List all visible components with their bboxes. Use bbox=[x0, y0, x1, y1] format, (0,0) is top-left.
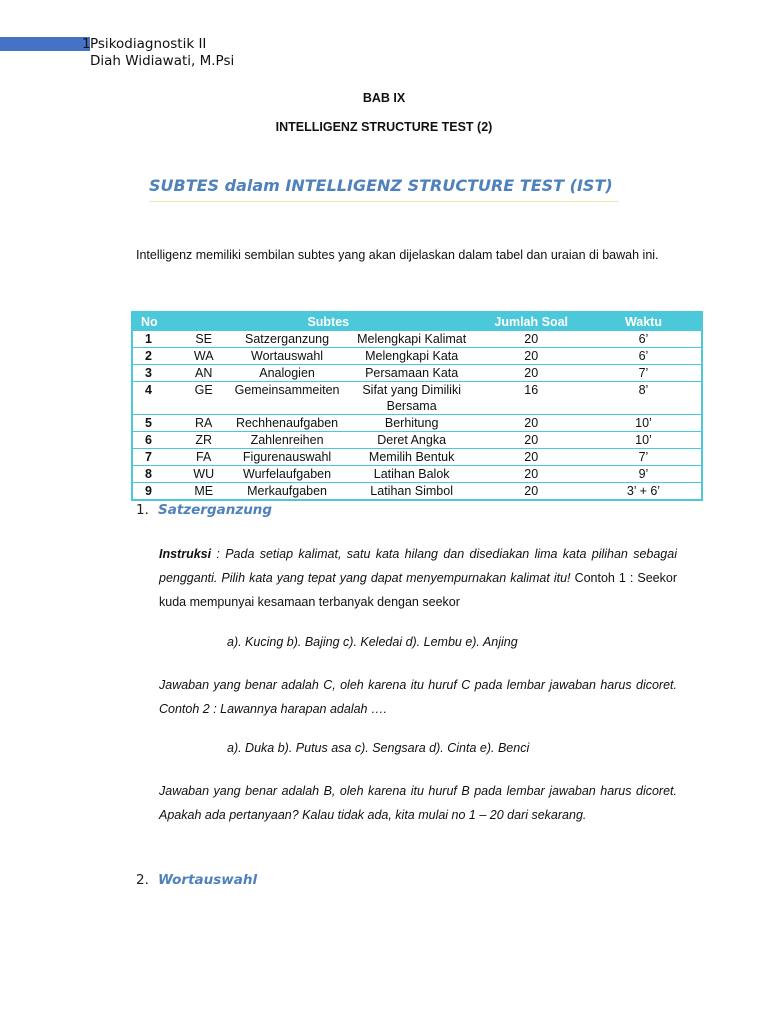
cell-jumlah-soal: 20 bbox=[476, 466, 585, 483]
table-row bbox=[132, 331, 702, 348]
cell-description: Melengkapi Kalimat bbox=[347, 331, 477, 348]
cell-jumlah-soal: 20 bbox=[476, 483, 585, 501]
subtest-number: 1. bbox=[136, 502, 149, 518]
course-name: Psikodiagnostik II bbox=[90, 36, 207, 52]
cell-no: 1 bbox=[132, 331, 180, 348]
table-row bbox=[132, 483, 702, 501]
cell-subtes: Analogien bbox=[227, 365, 347, 382]
table-row bbox=[132, 382, 702, 415]
cell-subtes: Gemeinsammeiten bbox=[227, 382, 347, 415]
cell-code: FA bbox=[180, 449, 227, 466]
page-number: 1 bbox=[82, 36, 91, 52]
cell-waktu: 7’ bbox=[586, 449, 702, 466]
page-title: INTELLIGENZ STRUCTURE TEST (2) bbox=[275, 120, 493, 134]
header-subtes: Subtes bbox=[180, 312, 476, 331]
cell-waktu: 6’ bbox=[586, 348, 702, 365]
table-row bbox=[132, 415, 702, 432]
table-row bbox=[132, 449, 702, 466]
cell-description: Latihan Balok bbox=[347, 466, 477, 483]
cell-description: Persamaan Kata bbox=[347, 365, 477, 382]
cell-jumlah-soal: 20 bbox=[476, 365, 585, 382]
header-waktu: Waktu bbox=[586, 312, 702, 331]
cell-waktu: 6’ bbox=[586, 331, 702, 348]
cell-subtes: Figurenauswahl bbox=[227, 449, 347, 466]
header-accent-bar bbox=[0, 37, 90, 51]
cell-waktu: 8’ bbox=[586, 382, 702, 415]
table-row bbox=[132, 466, 702, 483]
cell-code: SE bbox=[180, 331, 227, 348]
author-name: Diah Widiawati, M.Psi bbox=[90, 53, 235, 69]
cell-description: Deret Angka bbox=[347, 432, 477, 449]
cell-description: Berhitung bbox=[347, 415, 477, 432]
answer-2-paragraph: Jawaban yang benar adalah B, oleh karena itu huruf B pada lembar jawaban harus dicoret. Apakah ada pertanyaan? Kalau tidak ada, kita mulai no 1 – 20 dari sekarang. bbox=[159, 784, 677, 822]
cell-description: Latihan Simbol bbox=[347, 483, 477, 501]
cell-code: RA bbox=[180, 415, 227, 432]
cell-no: 3 bbox=[132, 365, 180, 382]
cell-jumlah-soal: 20 bbox=[476, 432, 585, 449]
table-row bbox=[132, 432, 702, 449]
example-1-text: Contoh 1 : Seekor kuda mempunyai kesamaan terbanyak dengan seekor bbox=[159, 571, 677, 609]
header-no: No bbox=[132, 312, 180, 331]
example-2-options: a). Duka b). Putus asa c). Sengsara d). Cinta e). Benci bbox=[227, 741, 530, 755]
cell-jumlah-soal: 20 bbox=[476, 449, 585, 466]
cell-waktu: 10’ bbox=[586, 415, 702, 432]
cell-waktu: 9’ bbox=[586, 466, 702, 483]
cell-subtes: Satzerganzung bbox=[227, 331, 347, 348]
cell-subtes: Rechhenaufgaben bbox=[227, 415, 347, 432]
cell-code: ZR bbox=[180, 432, 227, 449]
chapter-label: BAB IX bbox=[362, 91, 406, 105]
cell-no: 5 bbox=[132, 415, 180, 432]
cell-code: WU bbox=[180, 466, 227, 483]
cell-description: Melengkapi Kata bbox=[347, 348, 477, 365]
example-1-options: a). Kucing b). Bajing c). Keledai d). Lembu e). Anjing bbox=[227, 635, 518, 649]
header-jumlah-soal: Jumlah Soal bbox=[476, 312, 585, 331]
cell-code: AN bbox=[180, 365, 227, 382]
cell-no: 2 bbox=[132, 348, 180, 365]
cell-no: 7 bbox=[132, 449, 180, 466]
table-row bbox=[132, 348, 702, 365]
cell-description: Memilih Bentuk bbox=[347, 449, 477, 466]
section-heading: SUBTES dalam INTELLIGENZ STRUCTURE TEST (IST) bbox=[149, 174, 619, 202]
cell-waktu: 10’ bbox=[586, 432, 702, 449]
subtest-name: Satzerganzung bbox=[158, 502, 273, 518]
cell-no: 6 bbox=[132, 432, 180, 449]
cell-jumlah-soal: 20 bbox=[476, 331, 585, 348]
cell-subtes: Wortauswahl bbox=[227, 348, 347, 365]
instruction-label: Instruksi bbox=[159, 547, 212, 561]
cell-subtes: Wurfelaufgaben bbox=[227, 466, 347, 483]
cell-jumlah-soal: 20 bbox=[476, 348, 585, 365]
cell-subtes: Zahlenreihen bbox=[227, 432, 347, 449]
page-header bbox=[82, 36, 234, 70]
cell-jumlah-soal: 16 bbox=[476, 382, 585, 415]
intro-paragraph: Intelligenz memiliki sembilan subtes yang akan dijelaskan dalam tabel dan uraian di bawah ini. bbox=[136, 248, 659, 262]
instruction-paragraph bbox=[159, 542, 677, 614]
cell-code: ME bbox=[180, 483, 227, 501]
cell-no: 9 bbox=[132, 483, 180, 501]
cell-no: 4 bbox=[132, 382, 180, 415]
cell-jumlah-soal: 20 bbox=[476, 415, 585, 432]
instruction-text: : Pada setiap kalimat, satu kata hilang dan disediakan lima kata pilihan sebagai pengganti. Pilih kata yang tepat yang dapat menyempurnakan kalimat itu! bbox=[159, 547, 677, 585]
subtest-heading-1 bbox=[136, 502, 272, 518]
cell-waktu: 3’ + 6’ bbox=[586, 483, 702, 501]
cell-code: GE bbox=[180, 382, 227, 415]
subtes-table bbox=[131, 311, 703, 501]
subtest-number: 2. bbox=[136, 872, 149, 888]
cell-waktu: 7’ bbox=[586, 365, 702, 382]
cell-code: WA bbox=[180, 348, 227, 365]
cell-description: Sifat yang Dimiliki Bersama bbox=[347, 382, 477, 415]
cell-no: 8 bbox=[132, 466, 180, 483]
answer-1-paragraph: Jawaban yang benar adalah C, oleh karena itu huruf C pada lembar jawaban harus dicoret. Contoh 2 : Lawannya harapan adalah …. bbox=[159, 678, 677, 716]
subtest-name: Wortauswahl bbox=[158, 872, 258, 888]
table-header-row bbox=[132, 312, 702, 331]
subtest-heading-2 bbox=[136, 872, 257, 888]
cell-subtes: Merkaufgaben bbox=[227, 483, 347, 501]
table-row bbox=[132, 365, 702, 382]
